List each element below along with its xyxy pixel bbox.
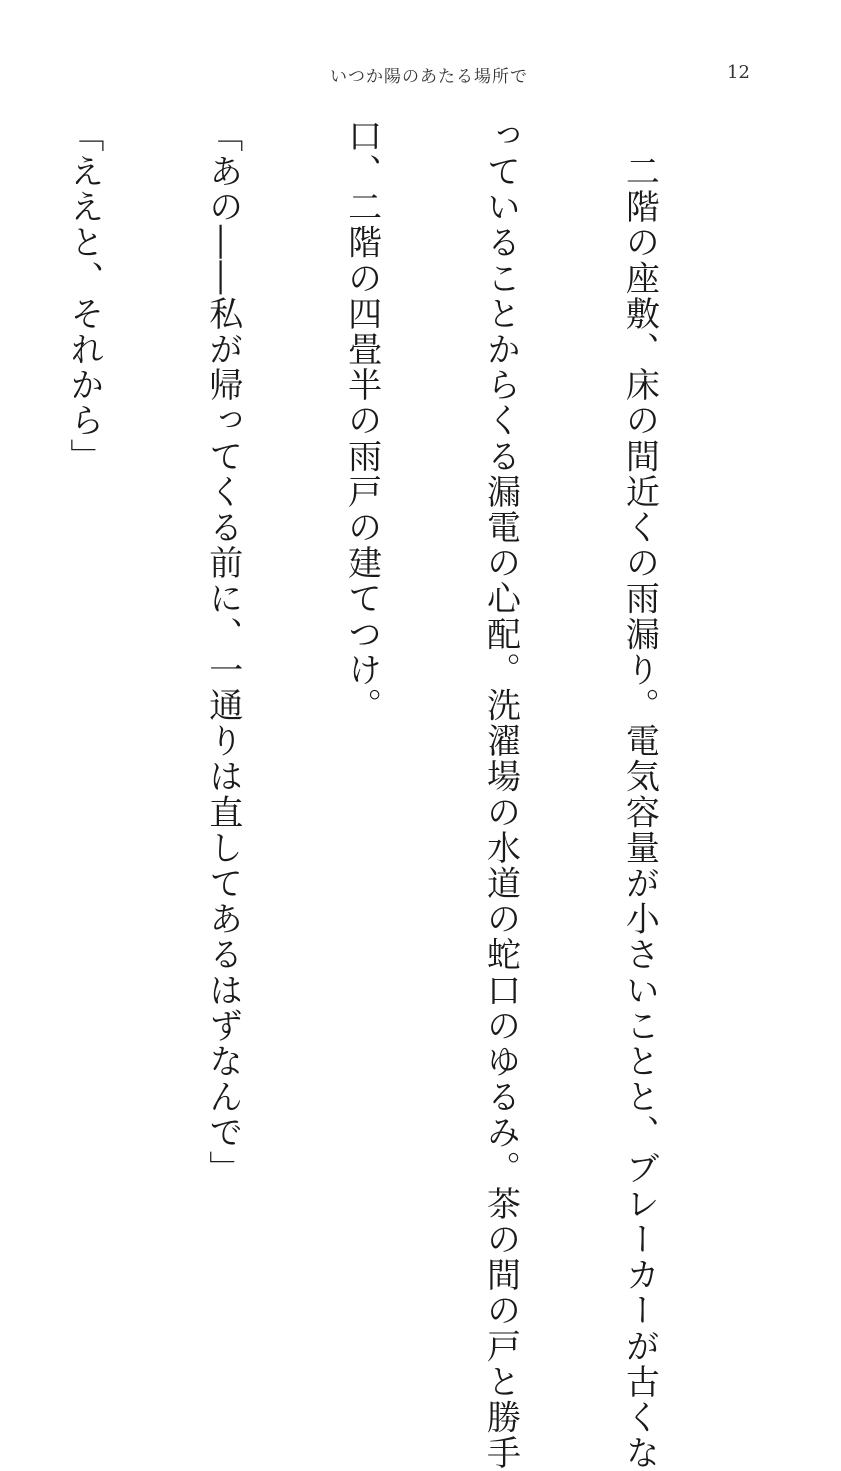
text-line: 口、二階の四畳半の雨戸の建てつけ。 xyxy=(341,118,382,724)
text-line: 「あの――私が帰ってくる前に、一通りは直してあるはずなんで」 xyxy=(202,118,243,1186)
text-line: っていることからくる漏電の心配。洗濯場の水道の蛇口のゆるみ。茶の間の戸と勝手 xyxy=(480,118,521,1471)
running-header-title: いつか陽のあたる場所で xyxy=(330,67,528,87)
page-number: 12 xyxy=(727,62,750,83)
vertical-body-text xyxy=(0,118,755,1471)
text-line: 「ええと、それから」 xyxy=(63,118,104,474)
text-line: 二階の座敷、床の間近くの雨漏り。電気容量が小さいことと、ブレーカーが古くな xyxy=(619,118,660,1471)
